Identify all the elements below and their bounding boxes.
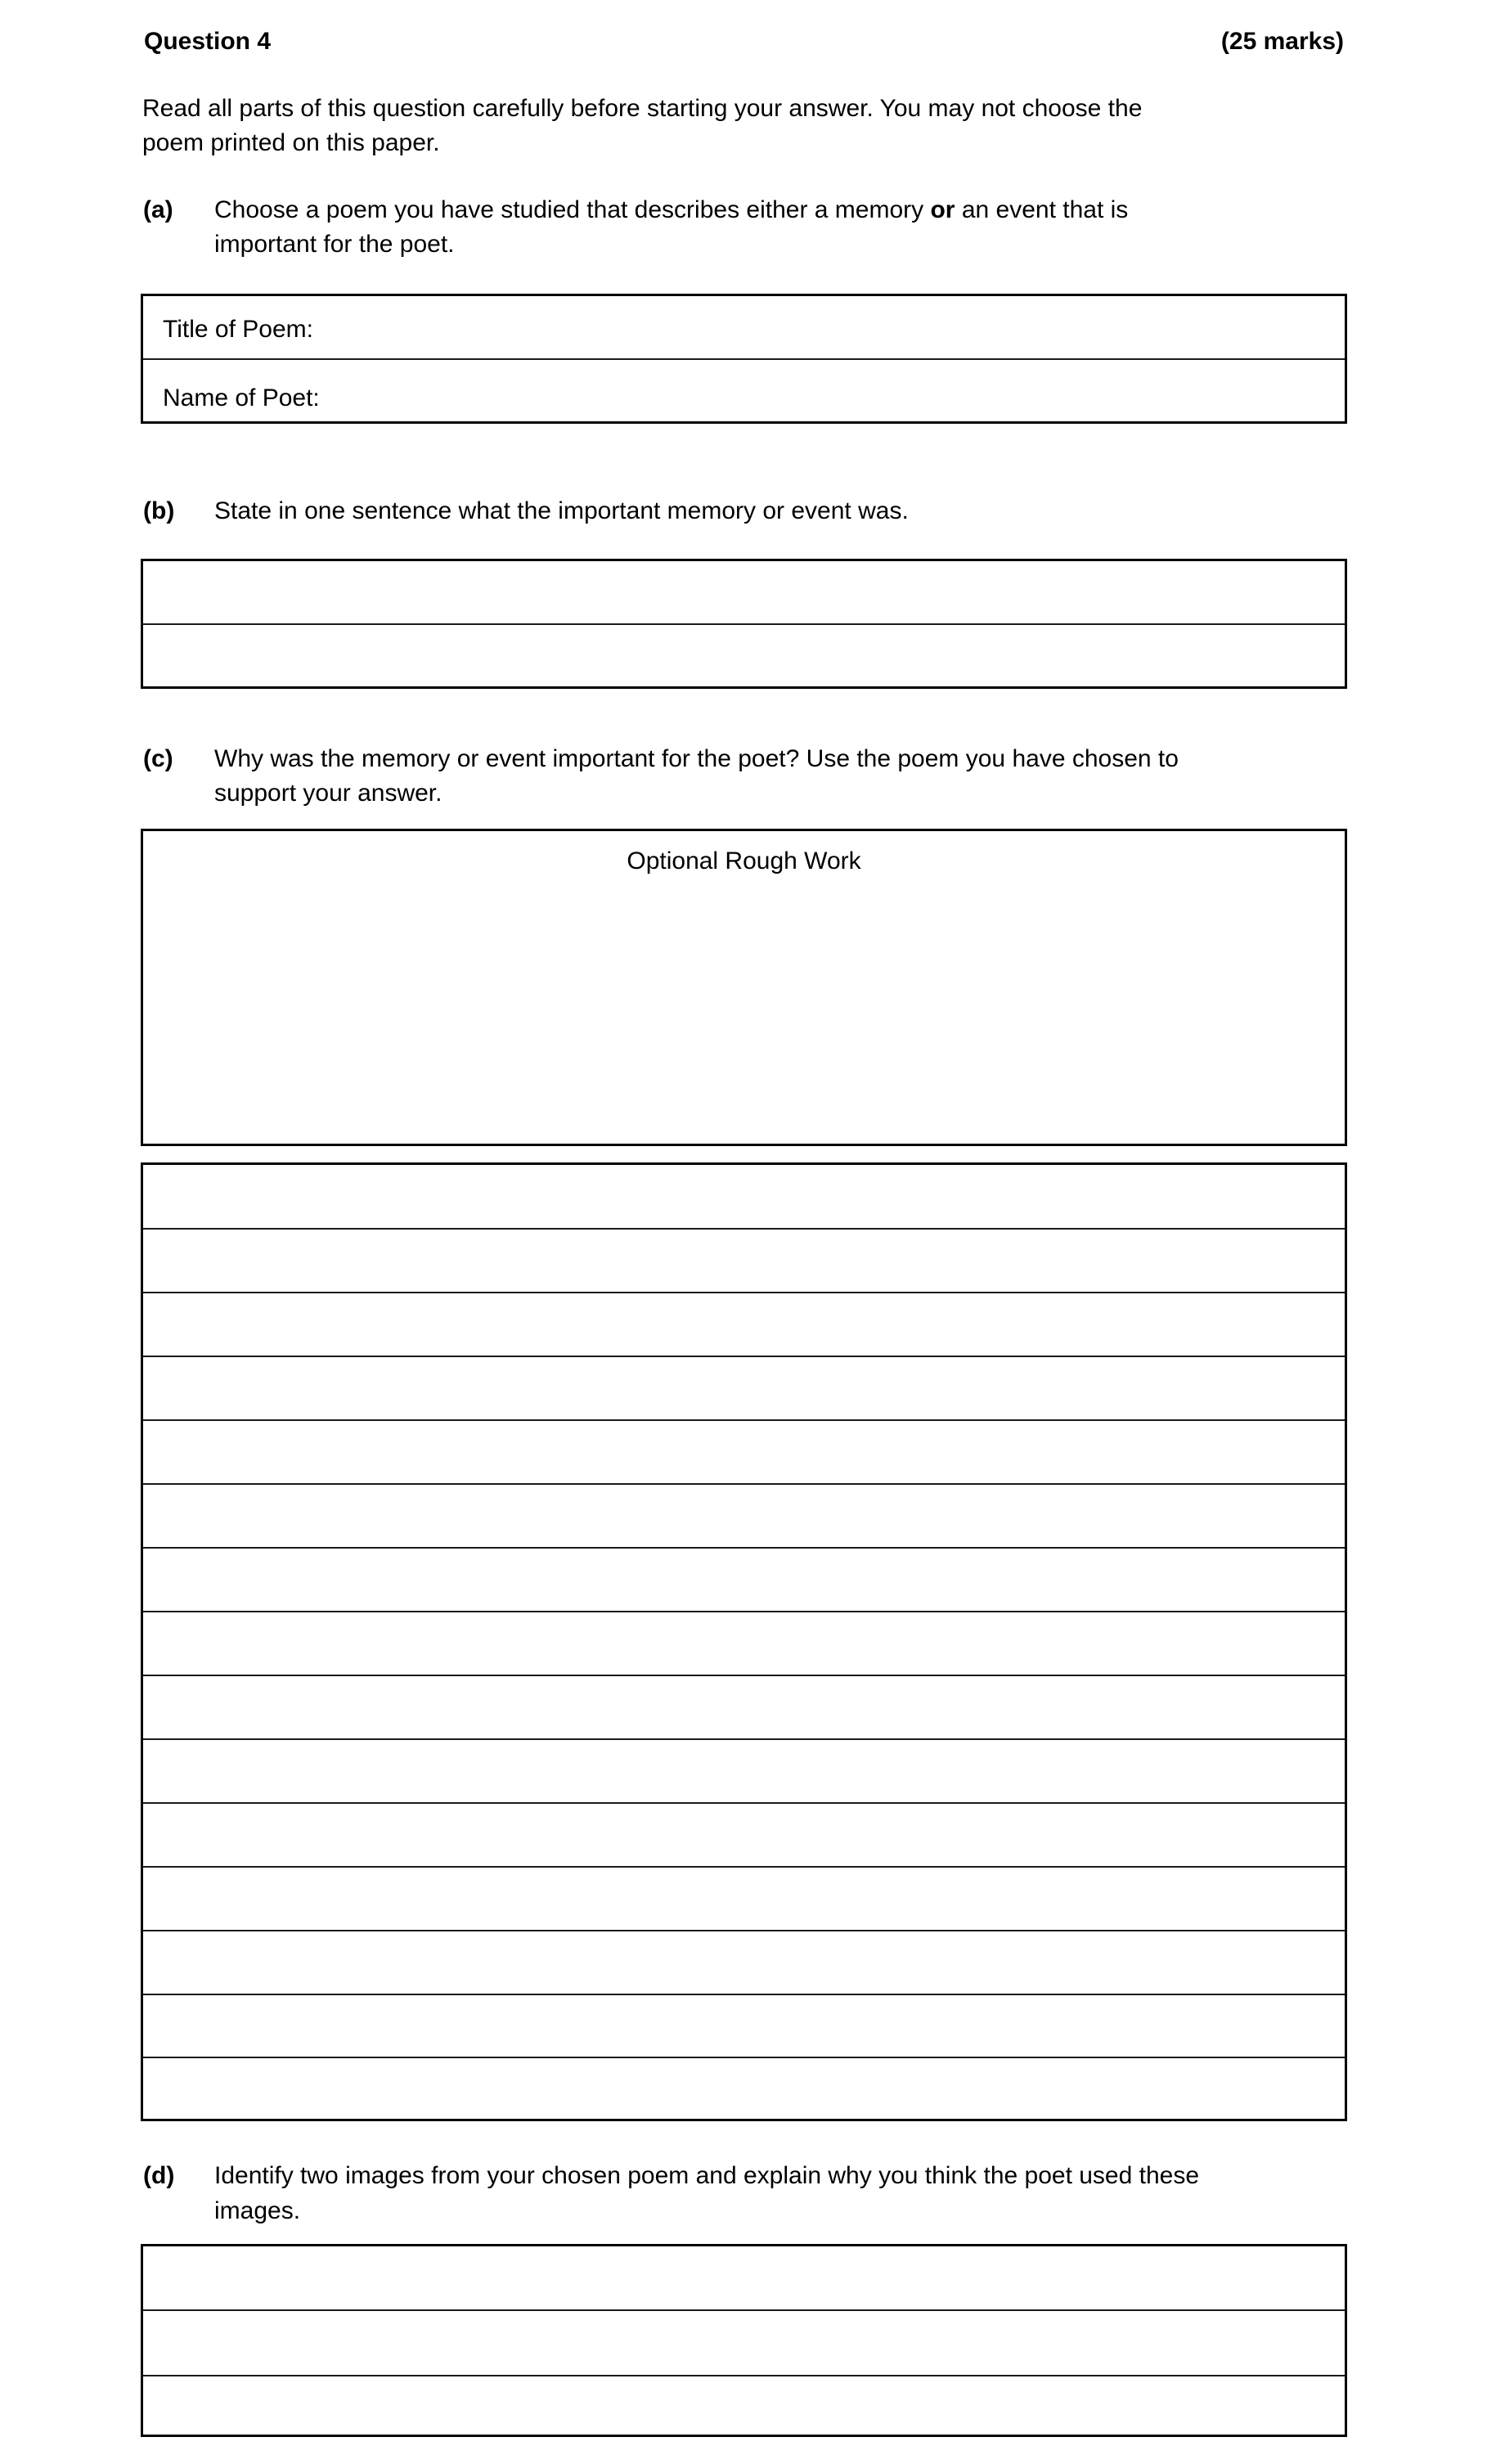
part-a-prompt-line-2: important for the poet. [214,231,455,258]
part-c-label: (c) [143,745,173,772]
intro-line-2: poem printed on this paper. [142,129,440,156]
part-a-prompt-line-1 [214,198,1128,223]
title-of-poem-field[interactable] [143,296,1345,358]
name-of-poet-field[interactable] [143,360,1345,421]
answer-line[interactable] [143,1357,1345,1420]
answer-line[interactable] [143,1740,1345,1803]
rough-work-title: Optional Rough Work [627,848,861,875]
part-b-prompt: State in one sentence what the important memory or event was. [214,497,909,524]
answer-line[interactable] [143,1549,1345,1612]
answer-line[interactable] [143,1293,1345,1356]
answer-line[interactable] [143,1931,1345,1994]
answer-line[interactable] [143,625,1345,686]
answer-line[interactable] [143,2311,1345,2374]
rough-work-box[interactable] [141,829,1347,1146]
name-of-poet-label: Name of Poet: [163,384,320,411]
answer-line[interactable] [143,1868,1345,1931]
part-c-answer-box [141,1162,1347,2121]
part-d-prompt-line-2: images. [214,2197,301,2224]
answer-line[interactable] [143,2376,1345,2435]
answer-line[interactable] [143,1612,1345,1675]
answer-line[interactable] [143,1995,1345,2058]
part-b-answer-box [141,559,1347,689]
part-d-prompt-line-1: Identify two images from your chosen poem and explain why you think the poet used these [214,2162,1200,2189]
emphasis-or: or [930,196,955,223]
answer-line[interactable] [143,1421,1345,1484]
answer-line[interactable] [143,2246,1345,2309]
title-of-poem-label: Title of Poem: [163,316,313,343]
answer-line[interactable] [143,1485,1345,1548]
question-title: Question 4 [144,28,272,55]
answer-line[interactable] [143,1676,1345,1739]
answer-line[interactable] [143,1165,1345,1228]
part-d-answer-box [141,2244,1347,2437]
part-c-prompt-line-1: Why was the memory or event important for the poet? Use the poem you have chosen to [214,745,1179,772]
answer-line[interactable] [143,2058,1345,2119]
answer-line[interactable] [143,1804,1345,1867]
intro-line-1: Read all parts of this question carefully before starting your answer. You may not choose the [142,95,1143,122]
marks-label: (25 marks) [1220,28,1344,55]
answer-line[interactable] [143,561,1345,623]
part-b-label: (b) [143,497,175,524]
part-a-prompt-text-end: an event that is [955,196,1129,223]
part-d-label: (d) [143,2162,175,2189]
part-a-label: (a) [143,196,173,223]
poem-details-box [141,294,1347,424]
part-c-prompt-line-2: support your answer. [214,780,443,807]
part-a-prompt-text: Choose a poem you have studied that describes either a memory [214,196,931,223]
answer-line[interactable] [143,1230,1345,1293]
